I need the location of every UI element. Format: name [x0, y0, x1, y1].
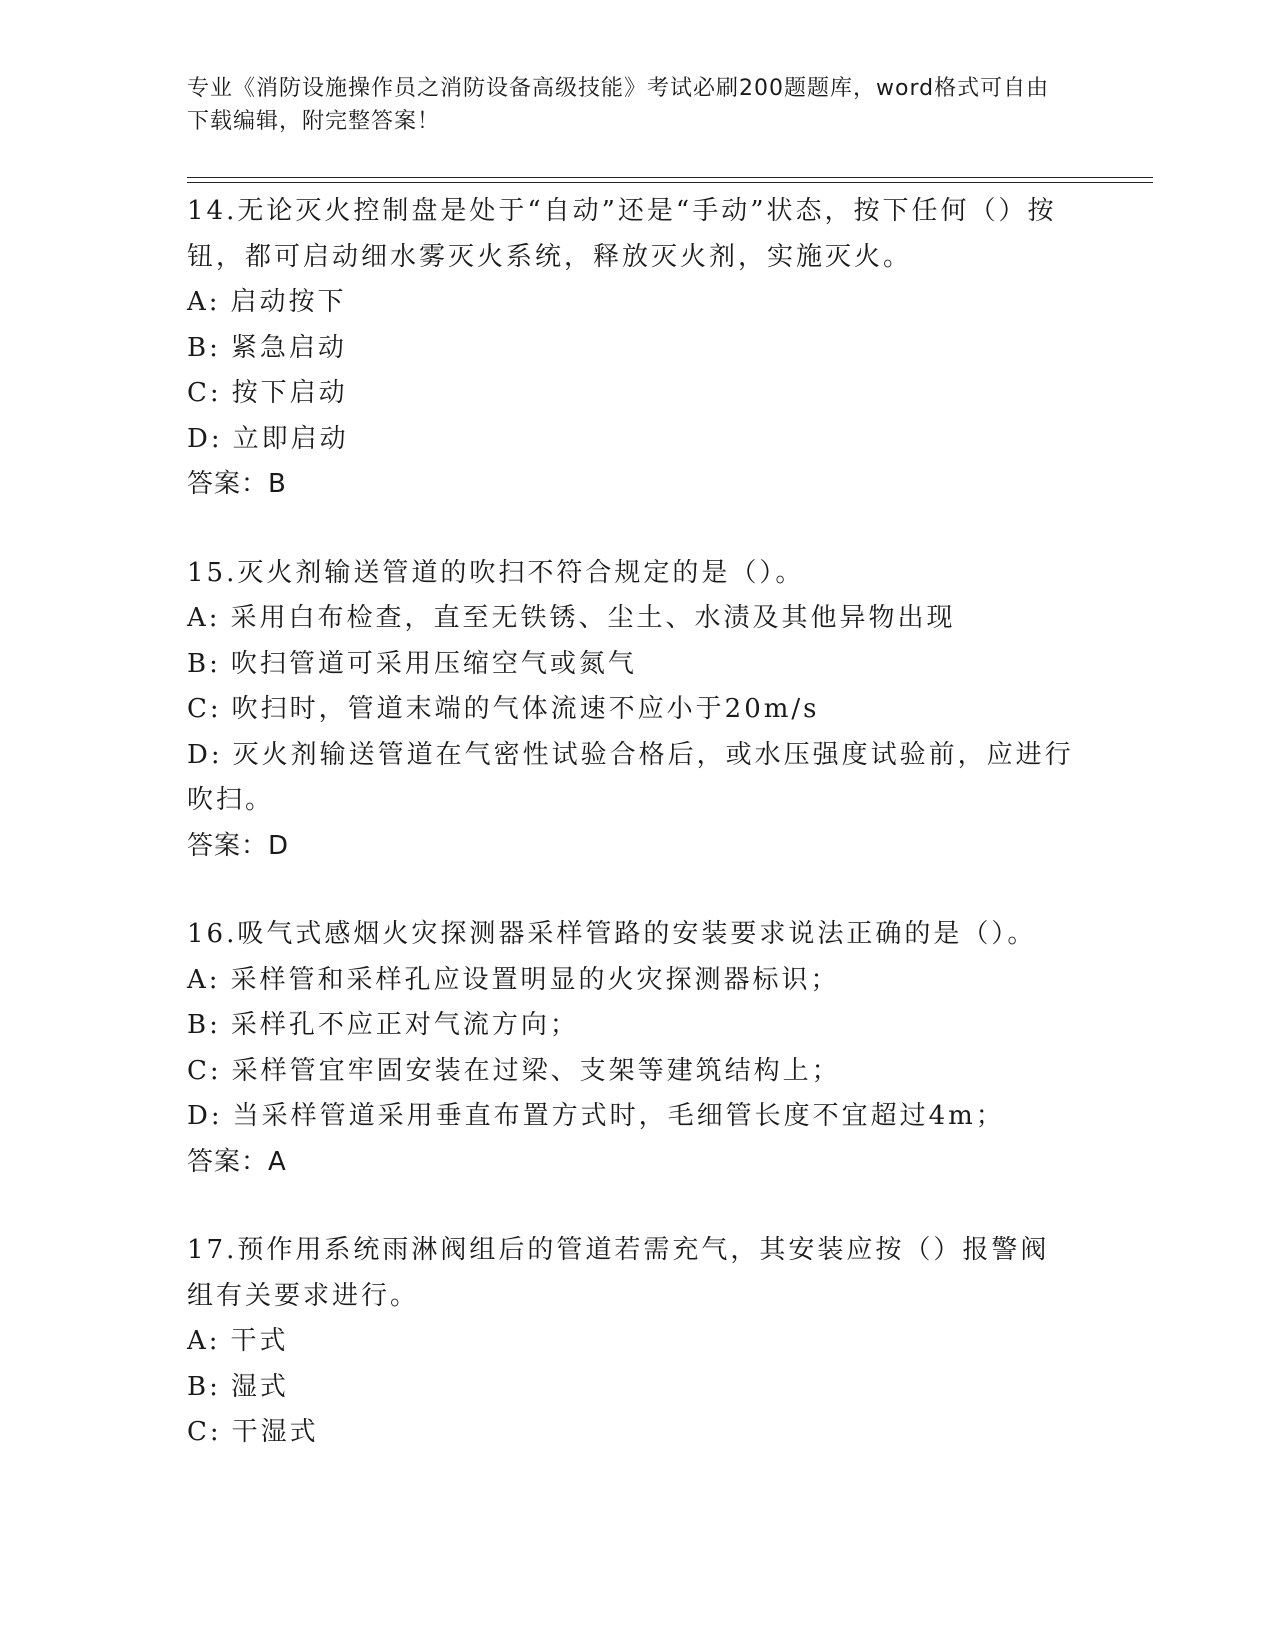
option-key: C: [187, 1055, 222, 1086]
option-text: 采样管宜牢固安装在过梁、支架等建筑结构上； [231, 1055, 841, 1086]
option-key: B: [187, 332, 221, 363]
option-text: 启动按下 [230, 287, 347, 317]
option-key: D: [187, 423, 223, 454]
option-a [187, 1319, 1087, 1365]
option-text: 采样管和采样孔应设置明显的火灾探测器标识； [230, 964, 840, 995]
option-key: C: [187, 378, 222, 408]
option-text: 吹扫时，管道末端的气体流速不应小于20m/s [231, 694, 820, 724]
option-text: 当采样管道采用垂直布置方式时，毛细管长度不宜超过4m； [232, 1101, 1005, 1131]
option-c [187, 687, 1087, 733]
option-text: 灭火剂输送管道在气密性试验合格后，或水压强度试验前，应进行吹扫。 [187, 739, 1074, 815]
option-key: B: [187, 1010, 221, 1040]
option-text: 采用白布检查，直至无铁锈、尘土、水渍及其他异物出现 [230, 603, 956, 633]
document-header: 专业《消防设施操作员之消防设备高级技能》考试必刷200题题库，word格式可自由下载编辑，附完整答案！ [187, 76, 1050, 134]
option-a [187, 596, 1087, 642]
option-key: A: [187, 1326, 221, 1356]
question-stem: 14.无论灭火控制盘是处于“自动”还是“手动”状态，按下任何（）按钮，都可启动细水雾灭火系统，释放灭火剂，实施灭火。 [187, 196, 1057, 272]
answer-line: 答案：A [187, 1146, 287, 1177]
option-d [187, 1094, 1087, 1140]
option-a [187, 958, 1087, 1004]
option-key: A: [187, 603, 221, 633]
option-text: 紧急启动 [230, 332, 347, 363]
option-text: 按下启动 [231, 378, 348, 408]
option-text: 立即启动 [232, 423, 349, 454]
option-text: 湿式 [230, 1371, 289, 1402]
question-15 [187, 551, 1087, 870]
option-key: A: [187, 287, 221, 317]
header-rule-bottom [187, 182, 1153, 183]
option-c [187, 1049, 1087, 1095]
question-14 [187, 189, 1087, 508]
option-c [187, 371, 1087, 417]
option-b [187, 1003, 1087, 1049]
option-text: 吹扫管道可采用压缩空气或氮气 [230, 648, 637, 679]
header-rule-top [187, 177, 1153, 178]
question-stem: 15.灭火剂输送管道的吹扫不符合规定的是（）。 [187, 557, 805, 588]
option-text: 干湿式 [231, 1417, 319, 1447]
option-c [187, 1410, 1087, 1456]
option-a [187, 280, 1087, 326]
answer-line: 答案：B [187, 469, 287, 499]
question-16 [187, 912, 1087, 1185]
option-key: D: [187, 739, 223, 770]
option-key: C: [187, 694, 222, 724]
question-17 [187, 1228, 1087, 1456]
option-key: C: [187, 1417, 222, 1447]
option-text: 干式 [230, 1326, 289, 1356]
answer-line: 答案：D [187, 830, 290, 861]
option-d [187, 417, 1087, 463]
option-text: 采样孔不应正对气流方向； [230, 1010, 579, 1040]
option-key: A: [187, 964, 221, 995]
option-key: B: [187, 1371, 221, 1402]
question-stem: 16.吸气式感烟火灾探测器采样管路的安装要求说法正确的是（）。 [187, 919, 1037, 949]
option-key: D: [187, 1101, 223, 1131]
option-d [187, 733, 1077, 824]
option-key: B: [187, 648, 221, 679]
question-stem: 17.预作用系统雨淋阀组后的管道若需充气，其安装应按（）报警阀组有关要求进行。 [187, 1235, 1050, 1311]
option-b [187, 326, 1087, 372]
option-b [187, 642, 1087, 688]
option-b [187, 1365, 1087, 1411]
question-list [187, 189, 1087, 1499]
